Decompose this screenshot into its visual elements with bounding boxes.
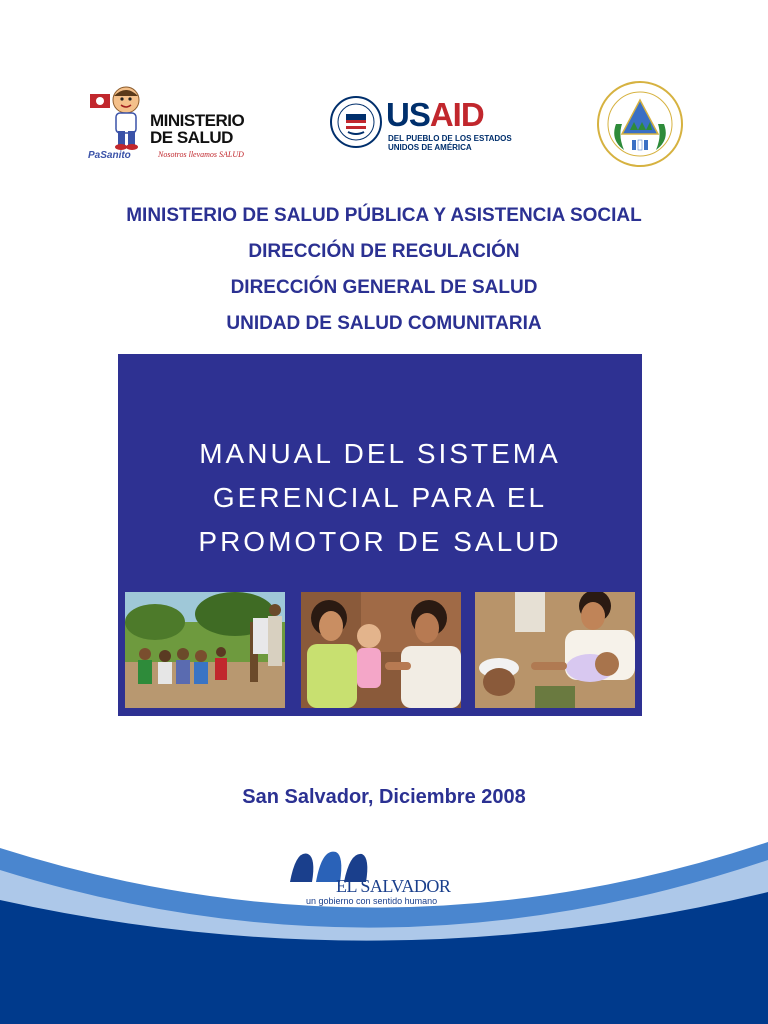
- ministerio-de-salud-wordmark: [150, 112, 244, 146]
- heading-ministerio: MINISTERIO DE SALUD PÚBLICA Y ASISTENCIA SOCIAL: [126, 205, 642, 226]
- el-salvador-coat-of-arms-icon: [596, 80, 684, 168]
- publication-date: San Salvador, Diciembre 2008: [242, 786, 526, 808]
- institution-headings: [0, 198, 768, 342]
- usaid-wordmark: [386, 98, 484, 132]
- minsal-line1: MINISTERIO: [150, 111, 245, 130]
- usaid-aid: AID: [429, 96, 484, 133]
- title-line-1: MANUAL DEL SISTEMA: [199, 438, 561, 469]
- photo-promoter-with-baby: [301, 592, 461, 708]
- pasanito-mascot-icon: [88, 84, 150, 154]
- pasanito-label: PaSanito: [88, 150, 131, 161]
- ministerio-de-salud-logo: [88, 84, 278, 164]
- title-line-3: PROMOTOR DE SALUD: [198, 526, 562, 557]
- logo-row: [0, 80, 768, 170]
- usaid-seal-icon: [330, 96, 382, 148]
- heading-direccion-regulacion: DIRECCIÓN DE REGULACIÓN: [248, 241, 520, 262]
- photo-child-vaccination: [475, 592, 635, 708]
- usaid-subtitle: DEL PUEBLO DE LOS ESTADOS UNIDOS DE AMÉRICA: [388, 134, 512, 152]
- usaid-us: US: [386, 96, 430, 133]
- el-salvador-government-logo: [286, 846, 486, 910]
- heading-unidad-salud: UNIDAD DE SALUD COMUNITARIA: [226, 313, 542, 334]
- usaid-logo: [330, 96, 510, 156]
- minsal-slogan: Nosotros llevamos SALUD: [158, 150, 244, 159]
- title-line-2: GERENCIAL PARA EL: [212, 482, 548, 513]
- minsal-line2: DE SALUD: [150, 128, 233, 147]
- heading-direccion-general: DIRECCIÓN GENERAL DE SALUD: [230, 277, 538, 298]
- gob-name: EL SALVADOR: [336, 876, 451, 896]
- gob-tagline: un gobierno con sentido humano: [306, 896, 438, 906]
- photo-community-meeting: [125, 592, 285, 708]
- document-title: [118, 432, 642, 564]
- cover-title-box: [118, 354, 642, 716]
